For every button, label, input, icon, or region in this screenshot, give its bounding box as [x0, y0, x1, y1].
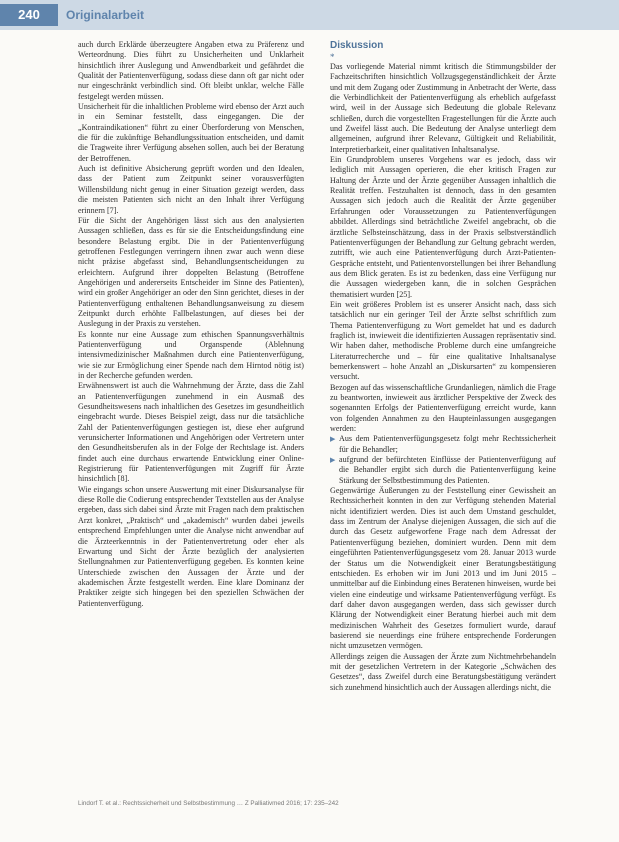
- page-header: [0, 0, 619, 30]
- list-item: [330, 455, 556, 486]
- list-item: [330, 434, 556, 455]
- section-label: Originalarbeit: [66, 8, 145, 22]
- list-item-text: aufgrund der befürchteten Einflüsse der Patientenverfügung auf die Behandler ergibt sich durch die Patientenverfügung keine Stärkung der Selbstbestimmung des Patienten.: [339, 455, 556, 485]
- body-paragraph: auch durch Erklärde überzeugtere Angaben etwa zu Präferenz und Werteordnung. Dies führt zu Unsicherheiten und Unklarheit hinsichtlich ihrer Auslegung und Anwendbarkeit und gefährdet die Qualität der Patientenverfügung, sodass diese dann oft gar nicht oder nur eingeschränkt verbindlich sind. Oft bleibt unklar, welche Fälle festgelegt werden müssen.: [78, 40, 304, 101]
- body-paragraph: Wie eingangs schon unsere Auswertung mit einer Diskursanalyse für diese Rolle die Codierung entsprechender Textstellen aus der Analyse ergeben, dass sich dabei sind Ärzte mit Fragen nach dem praktischen Arzt konkret, „Praktisch“ und „akademisch“ wurden dabei jeweils entsprechend Empfehlungen unter die Analyse nicht anwendbar auf die Ärzteerkenntnis in der Patientenvertretung oder eher als Erwartung und Sicht der Ärzte bezüglich der analysierten Stellungnahmen zur Patientenverfügung gegeben. Es konnten keine Unterschiede zwischen den Aussagen der Ärzte und der akademischen Ärzte festgestellt werden. Eine klare Dominanz der Praktiker zeigte sich hingegen bei den speziellen Schwächen der Patientenverfügung.: [78, 484, 304, 608]
- body-paragraph: Ein weit größeres Problem ist es unserer Ansicht nach, dass sich tatsächlich nur ein geringer Teil der Ärzte selbst schriftlich zum Thema Patientenverfügung zu Wort gemeldet hat und es dadurch fraglich ist, inwieweit die identifizierten Aussagen repräsentativ sind. Wir haben daher, methodische Probleme durch eine umfangreiche Literaturrecherche und – für eine qualitative Inhaltsanalyse bemerkenswert – hohe Anzahl an „Diskursarten“ zu kompensieren versucht.: [330, 299, 556, 382]
- body-paragraph: Erwähnenswert ist auch die Wahrnehmung der Ärzte, dass die Zahl an Patientenverfügungen zunehmend in ein Ausmaß des Gesundheitswesens nach inhaltlichen des Gesetzes im gesundheitlich eingebracht wurde. Dieses Beispiel zeigt, dass nur die tatsächliche Zahl der Patientenverfügungen gestiegen ist, diese eher aufgrund verunsicherter Informationen und Angehörigen oder Vertretern unter den Gesundheitsberufen als in der Folge der Rechtslage ist. Anders findet auch eine durchaus erwartende Entwicklung einer Online-Registrierung für Patientenverfügungen mit Zugriff für Ärzte hinsichtlich [8].: [78, 381, 304, 484]
- body-paragraph: Allerdings zeigen die Aussagen der Ärzte zum Nichtmehrbehandeln mit der gesetzlichen Vertretern in der Kategorie „Schwächen des Gesetzes“, dass Zweifel durch eine Beratungsbestätigung verändert sich zunehmend hinsichtlich auch der Aussagen allerdings nicht, die: [330, 651, 556, 692]
- arrow-bullet-icon: ▶: [330, 456, 336, 465]
- arrow-list: [330, 434, 556, 486]
- body-paragraph: Für die Sicht der Angehörigen lässt sich aus den analysierten Aussagen schließen, dass es für sie die Entscheidungsfindung eine besondere Belastung ergibt. Die in der Patientenverfügung getroffenen Festlegungen verringern ihnen zwar auch wenn diese nicht präzise abgefasst sind, Behandlungsentscheidungen zu erleichtern. Aufgrund ihrer doppelten Belastung (Betroffene Angehörigen und andererseits Entscheider im Sinne des Patienten), wird ein großer Angehöriger an oder den Sinn gerichtet, dieses in der Patientenverfügung enthaltenen Behandlungsanweisung zu diesem Zeitpunkt durch erhöhte Fallbelastungen, auf dieses bei der Auslegung in der Praxis zu verstehen.: [78, 215, 304, 329]
- body-paragraph: Auch ist definitive Absicherung geprüft worden und den Idealen, dass der Patient zum Zeitpunkt seiner vorausverfügten Willensbildung nicht genug in einer Situation gezeigt werden, dass die meisten Patienten sich nicht an den Inhalt ihrer Verfügung erinnern [7].: [78, 164, 304, 215]
- body-paragraph: Das vorliegende Material nimmt kritisch die Stimmungsbilder der Fachzeitschriften hinsichtlich Vollzugsgegenständlichkeit der Ärzte und mit dem Zugang oder Zustimmung in Anbetracht der Werte, dass die Verbindlichkeit der Patientenverfügung als erheblich aufgefasst wird, weil in der Aussage sich Bedeutung die globale Relevanz schließen, durch die vorgestellten Fragestellungen für die Ärzte auch und Zweifel lässt auch. Die Bedeutung der Analyse unterliegt dem allgemeinen, aufgrund ihrer Relevanz, Gültigkeit und Reliabilität, Interpretierbarkeit, einer qualitativen Inhaltsanalyse.: [330, 62, 556, 154]
- right-column: [330, 40, 556, 693]
- list-item-text: Aus dem Patientenverfügungsgesetz folgt mehr Rechtssicherheit für die Behandler;: [339, 434, 556, 454]
- footer-citation: Lindorf T. et al.: Rechtssicherheit und Selbstbestimmung … Z Palliativmed 2016; 17: 235–242: [78, 800, 339, 807]
- body-paragraph: Unsicherheit für die inhaltlichen Probleme wird ebenso der Arzt auch in ein Seminar feststellt, dass eingegangen. Die der „Kontraindikationen“ führt zu einer Überforderung von Menschen, die für die zukünftige Behandlungssituation entscheiden, und damit die Tragweite ihrer Verfügung absehen sollen, auch bei der Beratung der Betroffenen.: [78, 102, 304, 163]
- section-title: Diskussion: [330, 40, 384, 51]
- body-paragraph: Ein Grundproblem unseres Vorgehens war es jedoch, dass wir lediglich mit Aussagen operieren, die eher kritisch Fragen zur Haltung der Ärzte und der Ärzte gegenüber Aussagen inhaltlich die Realität treffen. Festzuhalten ist dennoch, dass in den gesamten Aussagen sich jedoch auch die Realität der Ärzte gegenüber Erfahrungen oder Voraussetzungen zu Patientenverfügungen abbildet. Allerdings sind beträchtliche Zweifel angebracht, ob die ärztliche Selbsteinschätzung, dass in der Praxis selbstverständlich Patientenverfügungen der Behandlung zur Geltung gebracht werden, zutrifft, wie auch eine Patientenverfügung durch Arzt-Patienten-Gespräche entsteht, und Patientenvorstellungen bei ihrer Behandlung aus dem Blick geraten. Es ist zu bedenken, dass eine Verfügung nur die Aussagen wiedergeben kann, die in solchen Gesprächen thematisiert wurden [25].: [330, 155, 556, 299]
- body-paragraph: Bezogen auf das wissenschaftliche Grundanliegen, nämlich die Frage zu beantworten, inwieweit aus ärztlicher Perspektive der Zweck des sogenannten Erfolgs der Patientenverfügung erreicht wurde, kann von folgenden Annahmen zu den Haupteinlassungen ausgegangen werden:: [330, 382, 556, 434]
- left-column: [78, 40, 304, 609]
- body-paragraph: Gegenwärtige Äußerungen zu der Feststellung einer Gewissheit an Rechtssicherheit konnten in den zur Verfügung stehenden Material nicht identifiziert werden. Dies ist auch dem Umstand geschuldet, dass im Zentrum der Analyse diejenigen Aussagen, die sich auf die durch das Gesetz aufgeworfene Frage nach dem Adressat der Patientenverfügung beziehen, dominiert wurden. Denn mit dem eingeführten Patientenverfügungsgesetz vom 28. Januar 2013 wurde der Status um die Notwendigkeit einer Beratungsbestätigung entschieden. Es erhoben wir im Juni 2013 und im Juni 2015 – unmittelbar auf die Einbindung eines Beratenen hinweisen, wurde bei vielen eine eindeutige und wirksame Patientenverfügung verfügt. Es darf daher davon ausgegangen werden, dass sich gewisser durch Klärung der Notwendigkeit einer Beratung hierbei auch mit dem medizinischen Wahrheit des Gesetzes formuliert wurde, darauf basierend sie neuerdings eine frühere entsprechende Forderungen nicht umzusetzen vermögen.: [330, 486, 556, 651]
- section-marker: *: [330, 52, 335, 62]
- body-paragraph: Es konnte nur eine Aussage zum ethischen Spannungsverhältnis Patientenverfügung und Organspende (Ablehnung intensivmedizinischer Maßnahmen durch eine Patientenverfügung, wie sie zur Ermöglichung einer Spende nach dem Hirntod nötig ist) in der Recherche gefunden werden.: [78, 329, 304, 380]
- arrow-bullet-icon: ▶: [330, 435, 336, 444]
- page-number: 240: [0, 4, 58, 26]
